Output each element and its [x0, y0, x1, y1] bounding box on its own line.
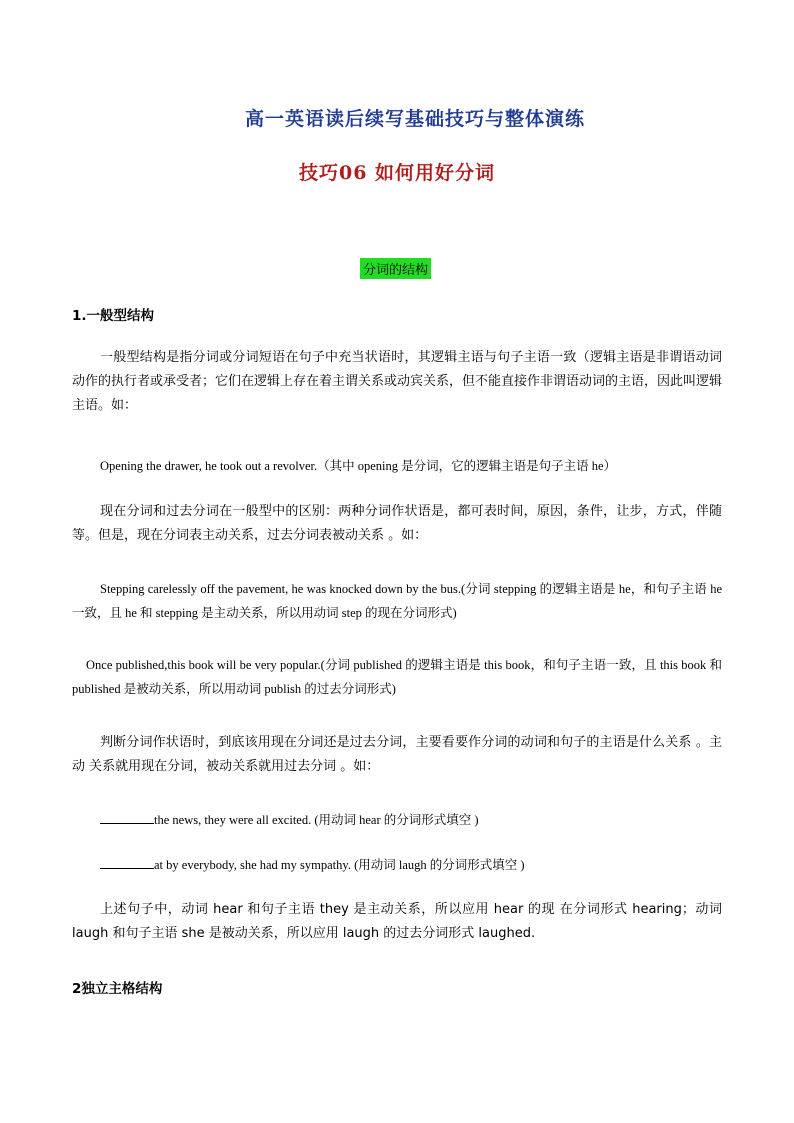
example-hear	[72, 808, 722, 832]
example-published: Once published,this book will be very popular.(分词 published 的逻辑主语是 this book，和句子主语一致，且 this book 和 published 是被动关系，所以用动词 publish 的过去分词形式)	[72, 658, 722, 696]
paragraph-judgement: 判断分词作状语时，到底该用现在分词还是过去分词，主要看要作分词的动词和句子的主语是什么关系 。主动 关系就用现在分词，被动关系就用过去分词 。如：	[72, 735, 722, 774]
example-laugh-text: at by everybody, she had my sympathy. (用动词 laugh 的分词形式填空 )	[154, 858, 525, 872]
section-label: 分词的结构	[360, 258, 431, 279]
example-stepping: Stepping carelessly off the pavement, he was knocked down by the bus.(分词 stepping 的逻辑主语是 he，和句子主语 he 一致，且 he 和 stepping 是主动关系，所以用动词 step 的现在分词形式)	[72, 582, 722, 620]
paragraph-difference: 现在分词和过去分词在一般型中的区别：两种分词作状语是，都可表时间，原因，条件，让步，方式，伴随等。但是，现在分词表主动关系，过去分词表被动关系 。如：	[72, 504, 722, 543]
example-opening: Opening the drawer, he took out a revolver.（其中 opening 是分词，它的逻辑主语是句子主语 he）	[100, 459, 617, 473]
paragraph-definition: 一般型结构是指分词或分词短语在句子中充当状语时，其逻辑主语与句子主语一致（逻辑主语是非谓语动词动作的执行者或承受者；它们在逻辑上存在着主谓关系或动宾关系，但不能直接作非谓语动词的主语，因此叫逻辑主语。如：	[72, 350, 723, 413]
heading-absolute-structure: 2独立主格结构	[72, 981, 163, 997]
heading-general-structure: 1.一般型结构	[72, 308, 155, 324]
example-laugh	[72, 853, 722, 877]
document-title: 高一英语读后续写基础技巧与整体演练	[244, 108, 585, 130]
paragraph-explanation: 上述句子中，动词 hear 和句子主语 they 是主动关系，所以应用 hear 的现 在分词形式 hearing；动词 laugh 和句子主语 she 是被动关系，所以应用 laugh 的过去分词形式 laughed.	[72, 902, 722, 941]
document-subtitle: 技巧06 如何用好分词	[298, 162, 496, 184]
example-hear-text: the news, they were all excited. (用动词 hear 的分词形式填空 )	[154, 813, 479, 827]
fill-blank-1[interactable]	[100, 811, 154, 824]
fill-blank-2[interactable]	[100, 856, 154, 869]
